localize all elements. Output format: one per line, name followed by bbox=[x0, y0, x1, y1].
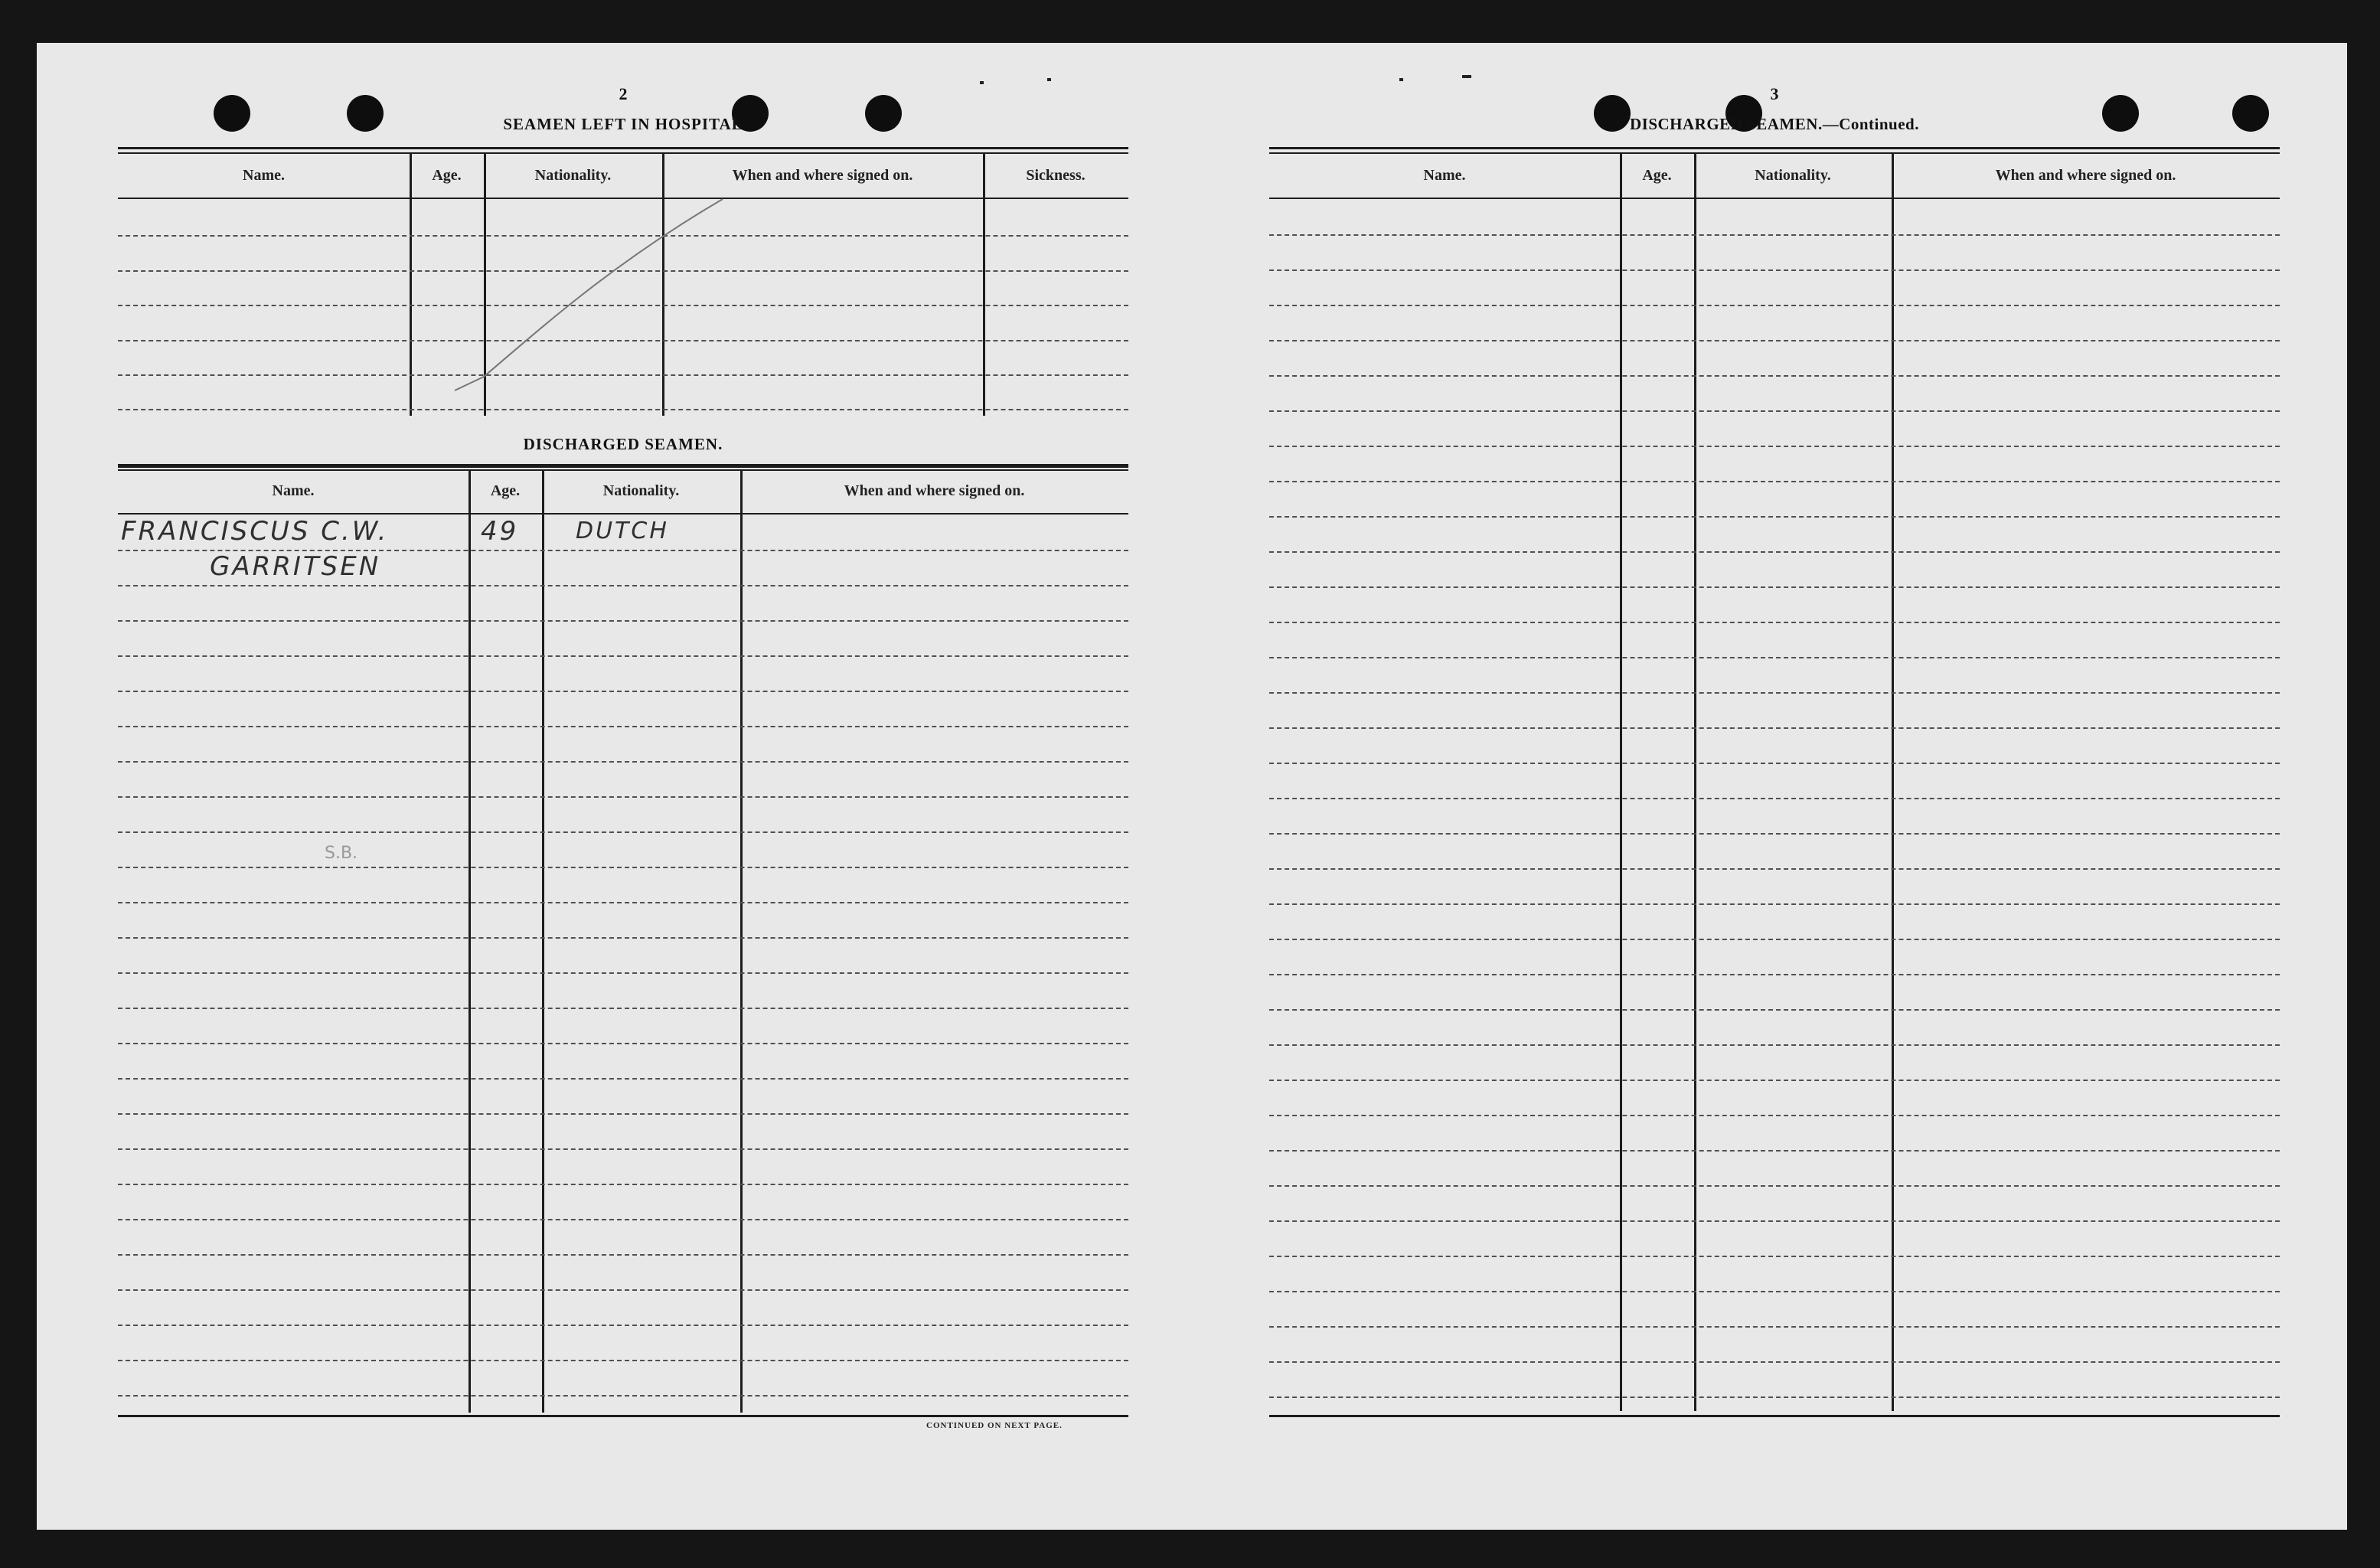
entry-line bbox=[118, 585, 1128, 586]
entry-line bbox=[118, 1360, 1128, 1361]
col-header-signed-on: When and where signed on. bbox=[844, 482, 1025, 499]
page-number-left: 2 bbox=[619, 84, 628, 103]
entry-line bbox=[118, 972, 1128, 974]
col-header-name: Name. bbox=[243, 167, 285, 184]
col-header-signed-on: When and where signed on. bbox=[732, 167, 913, 184]
entry-line bbox=[118, 655, 1128, 657]
entry-line bbox=[118, 1289, 1128, 1291]
entry-line bbox=[1269, 516, 2280, 518]
ink-speck bbox=[1399, 78, 1403, 81]
discharged-table-right bbox=[1269, 147, 2280, 1464]
entry-line bbox=[118, 1113, 1128, 1115]
table-rule bbox=[1269, 152, 2280, 154]
entry-line bbox=[118, 831, 1128, 833]
entry-line bbox=[1269, 1044, 2280, 1046]
entry-line bbox=[1269, 1361, 2280, 1363]
entry-line bbox=[118, 1078, 1128, 1080]
entry-line bbox=[1269, 1080, 2280, 1081]
entry-line bbox=[1269, 410, 2280, 412]
entry-line bbox=[118, 937, 1128, 939]
entry-line bbox=[1269, 727, 2280, 729]
entry-line bbox=[118, 1043, 1128, 1044]
hospital-table bbox=[118, 147, 1128, 475]
entry-line bbox=[1269, 1326, 2280, 1328]
entry-line bbox=[1269, 1396, 2280, 1398]
entry-line bbox=[118, 1325, 1128, 1326]
col-header-nationality: Nationality. bbox=[534, 167, 612, 184]
discharged-table-left bbox=[118, 464, 1128, 1467]
table-rule bbox=[1269, 1415, 2280, 1417]
col-header-name: Name. bbox=[1423, 167, 1466, 184]
entry-line bbox=[1269, 974, 2280, 975]
entry-line bbox=[118, 691, 1128, 692]
entry-line bbox=[1269, 375, 2280, 377]
seaman-age: 49 bbox=[481, 516, 519, 547]
entry-line bbox=[118, 1148, 1128, 1150]
entry-line bbox=[118, 1184, 1128, 1185]
page-number-right: 3 bbox=[1770, 84, 1779, 103]
entry-line bbox=[1269, 622, 2280, 623]
entry-line bbox=[1269, 1220, 2280, 1222]
entry-line bbox=[118, 1254, 1128, 1256]
entry-line bbox=[1269, 657, 2280, 658]
entry-line bbox=[1269, 1256, 2280, 1257]
col-header-age: Age. bbox=[432, 167, 462, 184]
seaman-name-line-1: FRANCISCUS C.W. bbox=[121, 516, 389, 547]
entry-line bbox=[1269, 833, 2280, 835]
entry-line bbox=[1269, 446, 2280, 447]
entry-line bbox=[1269, 270, 2280, 271]
col-header-signed-on: When and where signed on. bbox=[1995, 167, 2176, 184]
entry-line bbox=[1269, 763, 2280, 764]
seaman-name-line-2: GARRITSEN bbox=[210, 551, 381, 582]
table-rule bbox=[1269, 147, 2280, 149]
col-header-age: Age. bbox=[490, 482, 521, 499]
col-header-age: Age. bbox=[1642, 167, 1672, 184]
entry-line bbox=[118, 796, 1128, 798]
entry-line bbox=[1269, 1115, 2280, 1116]
entry-line bbox=[1269, 551, 2280, 553]
col-header-sickness: Sickness. bbox=[1026, 167, 1086, 184]
col-header-name: Name. bbox=[272, 482, 315, 499]
entry-line bbox=[1269, 798, 2280, 799]
entry-line bbox=[1269, 692, 2280, 694]
discharged-continued-title: DISCHARGED SEAMEN.—Continued. bbox=[1630, 115, 1919, 133]
faint-stamp-mark: S.B. bbox=[325, 844, 358, 863]
entry-line bbox=[1269, 481, 2280, 482]
entry-line bbox=[118, 1219, 1128, 1220]
entry-line bbox=[118, 902, 1128, 903]
entry-line bbox=[118, 620, 1128, 622]
entry-line bbox=[1269, 1291, 2280, 1292]
discharged-section-title: DISCHARGED SEAMEN. bbox=[523, 435, 723, 453]
entry-line bbox=[1269, 340, 2280, 341]
col-header-nationality: Nationality. bbox=[602, 482, 680, 499]
entry-line bbox=[1269, 1185, 2280, 1187]
entry-line bbox=[1269, 939, 2280, 940]
header-rule bbox=[1269, 198, 2280, 199]
entry-line bbox=[1269, 234, 2280, 236]
entry-line bbox=[118, 1008, 1128, 1009]
entry-line bbox=[1269, 305, 2280, 306]
entry-line bbox=[1269, 1150, 2280, 1152]
entry-line bbox=[118, 867, 1128, 868]
entry-line bbox=[1269, 868, 2280, 870]
entry-line bbox=[1269, 586, 2280, 588]
seaman-nationality: DUTCH bbox=[576, 518, 669, 544]
strike-through-line bbox=[118, 147, 1128, 469]
entry-line bbox=[118, 761, 1128, 763]
ink-speck bbox=[1462, 75, 1471, 78]
continued-footer: CONTINUED ON NEXT PAGE. bbox=[926, 1421, 1063, 1430]
entry-line bbox=[118, 726, 1128, 727]
ruled-lines bbox=[118, 464, 1128, 1467]
ink-speck bbox=[1047, 78, 1051, 81]
ledger-sheet bbox=[37, 43, 2347, 1530]
hospital-section-title: SEAMEN LEFT IN HOSPITAL bbox=[503, 115, 743, 133]
entry-line bbox=[1269, 1009, 2280, 1011]
entry-line bbox=[118, 1395, 1128, 1396]
col-header-nationality: Nationality. bbox=[1755, 167, 1831, 184]
entry-line bbox=[1269, 903, 2280, 905]
